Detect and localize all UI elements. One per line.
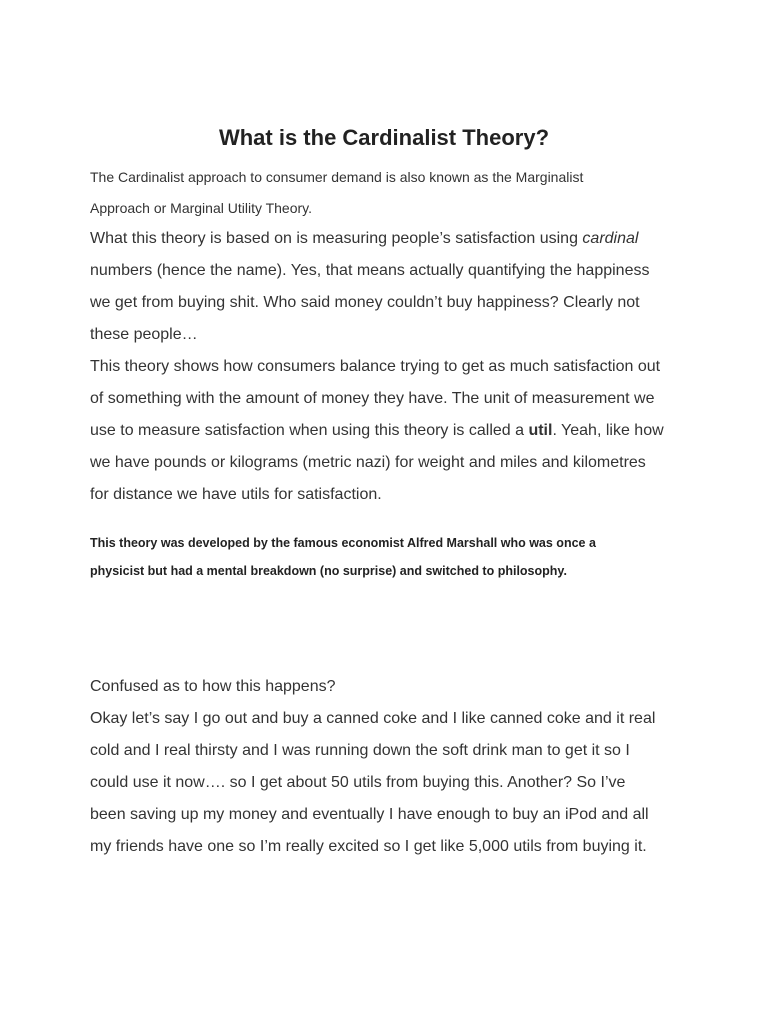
emphasis-cardinal: cardinal (582, 230, 639, 247)
text-run: use to measure satisfaction when using this theory is called a (90, 422, 529, 439)
paragraph-line: could use it now…. so I get about 50 utils from buying this. Another? So I’ve (90, 774, 626, 791)
paragraph-line: these people… (90, 326, 198, 343)
text-run: . Yeah, like how (552, 422, 664, 439)
paragraph-line: Okay let’s say I go out and buy a canned coke and I like canned coke and it real (90, 710, 656, 727)
note-line-1: This theory was developed by the famous economist Alfred Marshall who was once a (90, 536, 596, 550)
bold-util: util (528, 422, 553, 439)
note-line-2: physicist but had a mental breakdown (no surprise) and switched to philosophy. (90, 564, 567, 578)
page-title: What is the Cardinalist Theory? (218, 125, 550, 150)
paragraph-line: we get from buying shit. Who said money couldn’t buy happiness? Clearly not (90, 294, 640, 311)
paragraph-line: my friends have one so I’m really excited so I get like 5,000 utils from buying it. (90, 838, 647, 855)
paragraph-line: Confused as to how this happens? (90, 678, 336, 695)
paragraph-line: been saving up my money and eventually I have enough to buy an iPod and all (90, 806, 649, 823)
paragraph-line: This theory shows how consumers balance trying to get as much satisfaction out (90, 358, 661, 375)
paragraph-line (90, 420, 664, 442)
paragraph-line (90, 228, 638, 250)
text-run: What this theory is based on is measuring people’s satisfaction using (90, 230, 583, 247)
paragraph-line: cold and I real thirsty and I was running down the soft drink man to get it so I (90, 742, 630, 759)
paragraph-line: numbers (hence the name). Yes, that means actually quantifying the happiness (90, 262, 650, 279)
intro-line-1: The Cardinalist approach to consumer demand is also known as the Marginalist (90, 169, 584, 185)
paragraph-line: of something with the amount of money they have. The unit of measurement we (90, 390, 655, 407)
paragraph-line: we have pounds or kilograms (metric nazi) for weight and miles and kilometres (90, 454, 646, 471)
paragraph-line: for distance we have utils for satisfaction. (90, 486, 382, 503)
intro-line-2: Approach or Marginal Utility Theory. (90, 200, 313, 216)
